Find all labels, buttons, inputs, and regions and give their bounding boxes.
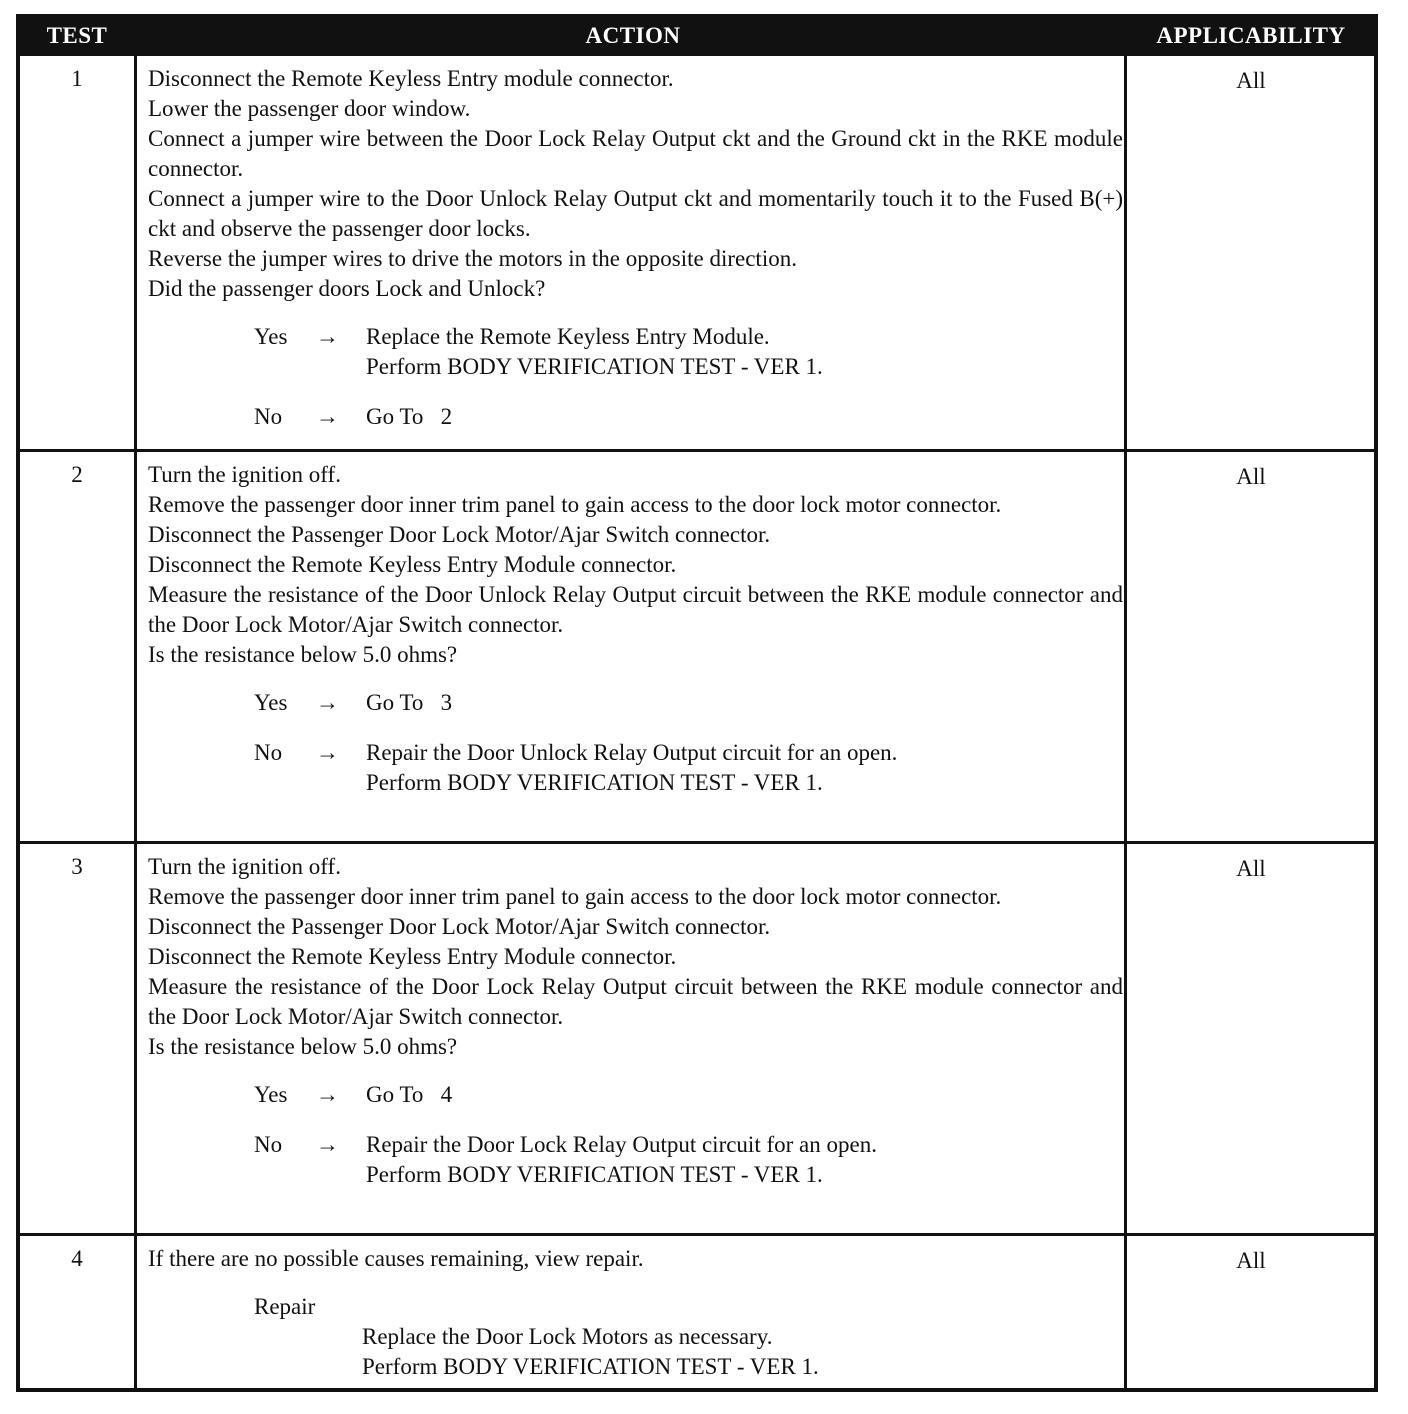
table-row bbox=[20, 844, 1374, 1236]
no-label: No bbox=[254, 1132, 283, 1157]
action-step: Turn the ignition off. bbox=[148, 462, 341, 487]
table-row bbox=[20, 452, 1374, 844]
action-step: If there are no possible causes remaining, view repair. bbox=[148, 1246, 644, 1271]
action-step: Remove the passenger door inner trim panel to gain access to the door lock motor connector. bbox=[148, 492, 1002, 517]
header-test: TEST bbox=[46, 23, 108, 48]
action-step: Turn the ignition off. bbox=[148, 854, 341, 879]
action-cell bbox=[148, 1244, 1123, 1382]
test-number: 3 bbox=[71, 854, 83, 879]
column-divider bbox=[1124, 56, 1127, 449]
test-number: 4 bbox=[71, 1246, 83, 1271]
action-step: Lower the passenger door window. bbox=[148, 96, 471, 121]
yes-response bbox=[148, 1080, 1123, 1110]
table-row bbox=[20, 1236, 1374, 1388]
no-text-2: Perform BODY VERIFICATION TEST - VER 1. bbox=[366, 770, 823, 795]
no-response bbox=[148, 402, 1123, 432]
test-number: 2 bbox=[71, 462, 83, 487]
action-step: Disconnect the Passenger Door Lock Motor/Ajar Switch connector. bbox=[148, 522, 771, 547]
column-divider bbox=[1124, 1236, 1127, 1388]
column-divider bbox=[134, 56, 137, 449]
yes-label: Yes bbox=[254, 690, 288, 715]
action-step: Disconnect the Remote Keyless Entry Module connector. bbox=[148, 552, 677, 577]
header-action: ACTION bbox=[585, 23, 681, 48]
column-divider bbox=[134, 844, 137, 1233]
diagnostic-test-table bbox=[16, 14, 1378, 1392]
arrow-icon: → bbox=[316, 1082, 339, 1107]
arrow-icon: → bbox=[316, 690, 339, 715]
repair-label: Repair bbox=[254, 1294, 316, 1319]
test-number: 1 bbox=[71, 66, 83, 91]
no-text-2: Perform BODY VERIFICATION TEST - VER 1. bbox=[366, 1162, 823, 1187]
arrow-icon: → bbox=[316, 324, 339, 349]
table-header bbox=[20, 18, 1374, 56]
no-response bbox=[148, 738, 1123, 798]
action-step: Is the resistance below 5.0 ohms? bbox=[148, 1034, 458, 1059]
repair-step: Replace the Door Lock Motors as necessary. bbox=[362, 1324, 773, 1349]
column-divider bbox=[134, 1236, 137, 1388]
applicability-value: All bbox=[1236, 68, 1266, 93]
action-cell bbox=[148, 852, 1123, 1190]
no-text: Repair the Door Lock Relay Output circuit for an open. bbox=[366, 1132, 877, 1157]
no-text: Repair the Door Unlock Relay Output circuit for an open. bbox=[366, 740, 898, 765]
table-row bbox=[20, 56, 1374, 452]
yes-label: Yes bbox=[254, 324, 288, 349]
yes-response bbox=[148, 322, 1123, 382]
yes-text: Go To 4 bbox=[366, 1082, 453, 1107]
action-step: Did the passenger doors Lock and Unlock? bbox=[148, 276, 546, 301]
action-step: Measure the resistance of the Door Unlock Relay Output circuit between the RKE module connector and the Door Lock Motor/Ajar Switch connector. bbox=[148, 582, 1123, 637]
arrow-icon: → bbox=[316, 740, 339, 765]
action-step: Remove the passenger door inner trim panel to gain access to the door lock motor connector. bbox=[148, 884, 1002, 909]
action-step: Connect a jumper wire to the Door Unlock Relay Output ckt and momentarily touch it to the Fused B(+) ckt and observe the passenger door locks. bbox=[148, 186, 1123, 241]
arrow-icon: → bbox=[316, 404, 339, 429]
yes-response bbox=[148, 688, 1123, 718]
yes-text: Replace the Remote Keyless Entry Module. bbox=[366, 324, 770, 349]
column-divider bbox=[134, 452, 137, 841]
column-divider bbox=[1124, 452, 1127, 841]
action-step: Reverse the jumper wires to drive the motors in the opposite direction. bbox=[148, 246, 797, 271]
action-cell bbox=[148, 460, 1123, 798]
action-step: Disconnect the Remote Keyless Entry module connector. bbox=[148, 66, 674, 91]
yes-label: Yes bbox=[254, 1082, 288, 1107]
no-label: No bbox=[254, 740, 283, 765]
repair-steps bbox=[148, 1322, 1123, 1382]
header-applicability: APPLICABILITY bbox=[1156, 23, 1346, 48]
action-step: Is the resistance below 5.0 ohms? bbox=[148, 642, 458, 667]
applicability-value: All bbox=[1236, 856, 1266, 881]
arrow-icon: → bbox=[316, 1132, 339, 1157]
column-divider bbox=[1124, 844, 1127, 1233]
yes-text-2: Perform BODY VERIFICATION TEST - VER 1. bbox=[366, 354, 823, 379]
applicability-value: All bbox=[1236, 464, 1266, 489]
action-step: Disconnect the Remote Keyless Entry Module connector. bbox=[148, 944, 677, 969]
action-step: Disconnect the Passenger Door Lock Motor/Ajar Switch connector. bbox=[148, 914, 771, 939]
repair-step: Perform BODY VERIFICATION TEST - VER 1. bbox=[362, 1354, 819, 1379]
action-step: Measure the resistance of the Door Lock Relay Output circuit between the RKE module connector and the Door Lock Motor/Ajar Switch connector. bbox=[148, 974, 1123, 1029]
action-cell bbox=[148, 64, 1123, 432]
yes-text: Go To 3 bbox=[366, 690, 453, 715]
no-response bbox=[148, 1130, 1123, 1190]
action-step: Connect a jumper wire between the Door Lock Relay Output ckt and the Ground ckt in the RKE module connector. bbox=[148, 126, 1123, 181]
no-text: Go To 2 bbox=[366, 404, 453, 429]
no-label: No bbox=[254, 404, 283, 429]
applicability-value: All bbox=[1236, 1248, 1266, 1273]
